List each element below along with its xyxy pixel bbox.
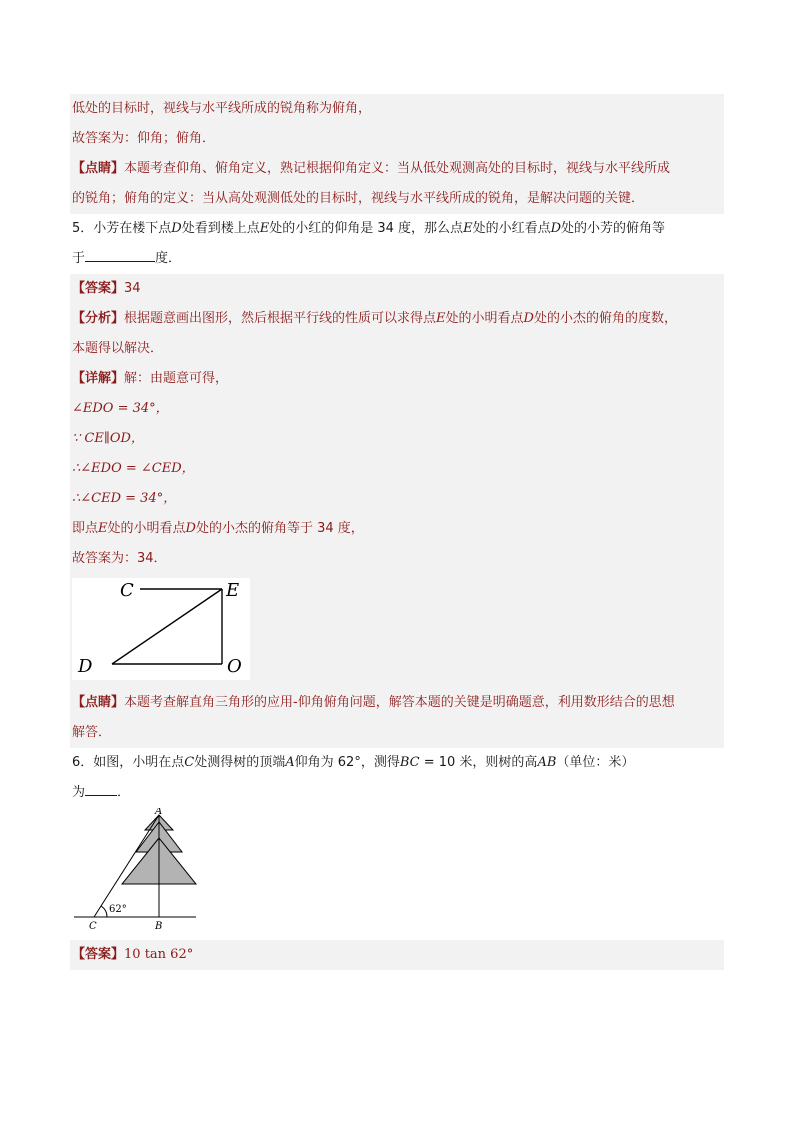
math-var: D: [171, 221, 182, 236]
text: 为: [72, 785, 86, 800]
detail-tag: 【详解】: [72, 371, 125, 386]
text: 本题考查解直角三角形的应用-仰角俯角问题，解答本题的关键是明确题意，利用数形结合的思想: [124, 695, 675, 710]
answer-tag: 【答案】: [72, 281, 125, 296]
text: 如图，小明在点: [93, 755, 185, 770]
text-line: [70, 94, 724, 124]
math-var: E: [259, 221, 270, 236]
text: 故答案为：34．: [72, 551, 167, 566]
math-var: E: [463, 221, 473, 236]
math-var: BC: [399, 755, 420, 770]
text: 处看到楼上点: [181, 221, 260, 236]
text: 解答．: [72, 725, 112, 740]
question-number: 6．: [72, 755, 94, 770]
rectangle-diagram: [72, 578, 250, 680]
text: 故答案为：仰角；俯角．: [72, 131, 216, 146]
text-line: [70, 718, 724, 748]
text: ．: [117, 785, 131, 800]
math-step: ∴∠CED = 34°，: [72, 491, 177, 506]
question-6: [70, 748, 724, 778]
text-line: [70, 184, 724, 214]
analysis-line: [70, 304, 724, 334]
analysis-tag: 【分析】: [72, 311, 125, 326]
angle-arc: [101, 906, 107, 917]
label-c: C: [89, 921, 97, 932]
answer-blank: [85, 247, 155, 262]
label-b: B: [155, 921, 163, 932]
text: 的锐角；俯角的定义：当从高处观测低处的目标时，视线与水平线所成的锐角，是解决问题的关键．: [72, 191, 645, 206]
text: 处测得树的顶端: [194, 755, 286, 770]
text: 本题考查仰角、俯角定义，熟记根据仰角定义：当从低处观测高处的目标时，视线与水平线所成: [124, 161, 671, 176]
figure-row: [70, 574, 724, 688]
text: 即点: [72, 521, 99, 536]
label-e: E: [226, 580, 240, 601]
step-line: [70, 424, 724, 454]
text: 处的小杰的俯角的度数，: [533, 311, 677, 326]
step-line: [70, 454, 724, 484]
text: 处的小明看点: [107, 521, 186, 536]
math-step: ∵ CE∥OD，: [72, 431, 144, 446]
document-content: [70, 94, 724, 970]
text: = 10 米，则树的高: [419, 755, 538, 770]
text: 仰角为 62°，测得: [294, 755, 400, 770]
text-line: [70, 124, 724, 154]
label-d: D: [78, 656, 93, 677]
math-var: C: [184, 755, 195, 770]
text: 本题得以解决．: [72, 341, 164, 356]
math-step: ∴∠EDO = ∠CED，: [72, 461, 195, 476]
question-number: 5．: [72, 221, 94, 236]
text: 度．: [155, 251, 182, 266]
text-line: [70, 334, 724, 364]
text-line: [70, 514, 724, 544]
math-var: D: [523, 311, 534, 326]
figure-row: [70, 808, 724, 940]
text: 处的小红的仰角是 34 度，那么点: [269, 221, 464, 236]
text: 处的小红看点: [472, 221, 551, 236]
answer-blank: [85, 781, 117, 796]
math-step: ∠EDO = 34°，: [72, 401, 169, 416]
text: 小芳在楼下点: [93, 221, 172, 236]
text: 根据题意画出图形，然后根据平行线的性质可以求得点: [124, 311, 437, 326]
dianjing-tag: 【点睛】: [72, 161, 125, 176]
answer-value: 34: [124, 281, 141, 296]
math-var: A: [285, 755, 295, 770]
answer-line: [70, 940, 724, 970]
answer-value: 10 tan 62°: [124, 947, 194, 962]
label-a: A: [155, 808, 163, 817]
step-line: [70, 484, 724, 514]
dianjing-line: [70, 688, 724, 718]
text: （单位：米）: [556, 755, 635, 770]
dianjing-tag: 【点睛】: [72, 695, 125, 710]
text-line: [70, 544, 724, 574]
text: 处的小明看点: [445, 311, 524, 326]
tree-diagram: [72, 808, 202, 940]
text: 处的小芳的俯角等: [561, 221, 666, 236]
label-o: O: [227, 656, 242, 677]
math-var: E: [436, 311, 446, 326]
math-var: D: [550, 221, 562, 236]
angle-label: 62°: [109, 904, 127, 915]
text: 低处的目标时，视线与水平线所成的锐角称为俯角，: [72, 101, 372, 116]
question-5-line2: [70, 244, 724, 274]
text: 处的小杰的俯角等于 34 度，: [195, 521, 364, 536]
question-5: [70, 214, 724, 244]
math-var: E: [98, 521, 108, 536]
answer-line: [70, 274, 724, 304]
detail-line: [70, 364, 724, 394]
question-6-line2: [70, 778, 724, 808]
label-c: C: [120, 580, 134, 601]
math-var: D: [185, 521, 196, 536]
dianjing-line: [70, 154, 724, 184]
text: 解：由题意可得，: [124, 371, 229, 386]
text: 于: [72, 251, 86, 266]
answer-tag: 【答案】: [72, 947, 125, 962]
step-line: [70, 394, 724, 424]
math-var: AB: [537, 755, 557, 770]
